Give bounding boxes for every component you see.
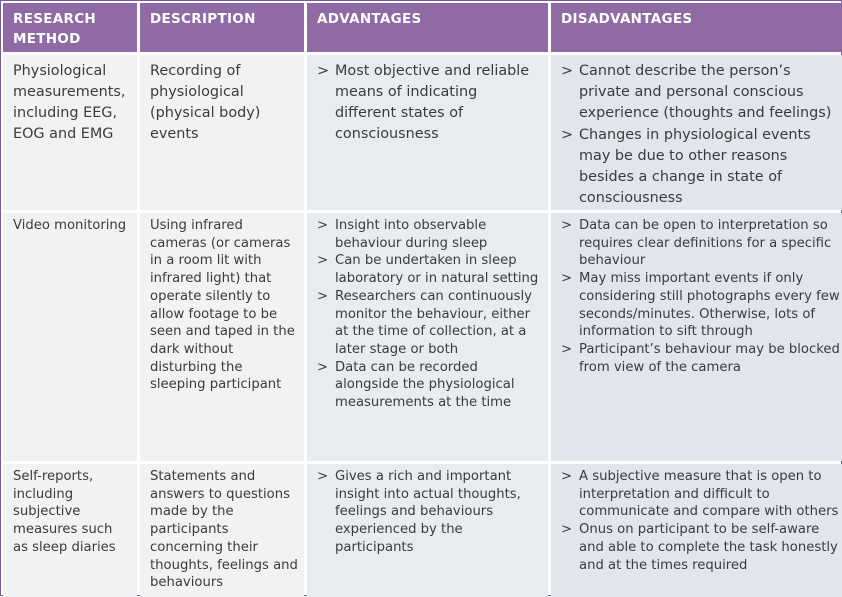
row-1-advantages — [307, 55, 548, 210]
disadvantages-list — [561, 61, 840, 209]
header-description: DESCRIPTION — [140, 3, 304, 52]
row-2-description: Using infrared cameras (or cameras in a room lit with infrared light) that operate silently to allow footage to be seen and taped in the dark without disturbing the sleeping participant — [140, 213, 304, 461]
list-item: > May miss important events if only considering still photographs every few seconds/minutes. Otherwise, lots of information to sift through — [561, 270, 840, 341]
disadvantages-list — [561, 468, 840, 574]
list-item: > Data can be recorded alongside the physiological measurements at the time — [317, 359, 542, 412]
header-research-method: RESEARCH METHOD — [3, 3, 137, 52]
advantages-list — [317, 468, 542, 557]
list-item: > Researchers can continuously monitor the behaviour, either at the time of collection, at a later stage or both — [317, 288, 542, 359]
header-disadvantages: DISADVANTAGES — [551, 3, 842, 52]
row-2-method: Video monitoring — [3, 213, 137, 461]
research-methods-table — [3, 3, 842, 597]
list-item: > Can be undertaken in sleep laboratory or in natural setting — [317, 252, 542, 287]
header-advantages: ADVANTAGES — [307, 3, 548, 52]
row-2-advantages — [307, 213, 548, 461]
list-item: > Changes in physiological events may be due to other reasons besides a change in state of consciousness — [561, 125, 840, 209]
row-1-description: Recording of physiological (physical body) events — [140, 55, 304, 210]
list-item: > Gives a rich and important insight into actual thoughts, feelings and behaviours experienced by the participants — [317, 468, 542, 557]
row-2-disadvantages — [551, 213, 842, 461]
list-item: > Onus on participant to be self-aware and able to complete the task honestly and at the times required — [561, 521, 840, 574]
list-item: > Participant’s behaviour may be blocked from view of the camera — [561, 341, 840, 376]
advantages-list — [317, 217, 542, 412]
advantages-list — [317, 61, 542, 145]
list-item: > Insight into observable behaviour during sleep — [317, 217, 542, 252]
row-1-disadvantages — [551, 55, 842, 210]
row-3-method: Self-reports, including subjective measures such as sleep diaries — [3, 464, 137, 597]
row-3-description: Statements and answers to questions made by the participants concerning their thoughts, feelings and behaviours — [140, 464, 304, 597]
list-item: > Cannot describe the person’s private and personal conscious experience (thoughts and feelings) — [561, 61, 840, 124]
row-3-advantages — [307, 464, 548, 597]
row-3-disadvantages — [551, 464, 842, 597]
row-1-method: Physiological measurements, including EEG, EOG and EMG — [3, 55, 137, 210]
list-item: > Most objective and reliable means of indicating different states of consciousness — [317, 61, 542, 145]
disadvantages-list — [561, 217, 840, 376]
list-item: > Data can be open to interpretation so requires clear definitions for a specific behaviour — [561, 217, 840, 270]
list-item: > A subjective measure that is open to interpretation and difficult to communicate and compare with others — [561, 468, 840, 521]
